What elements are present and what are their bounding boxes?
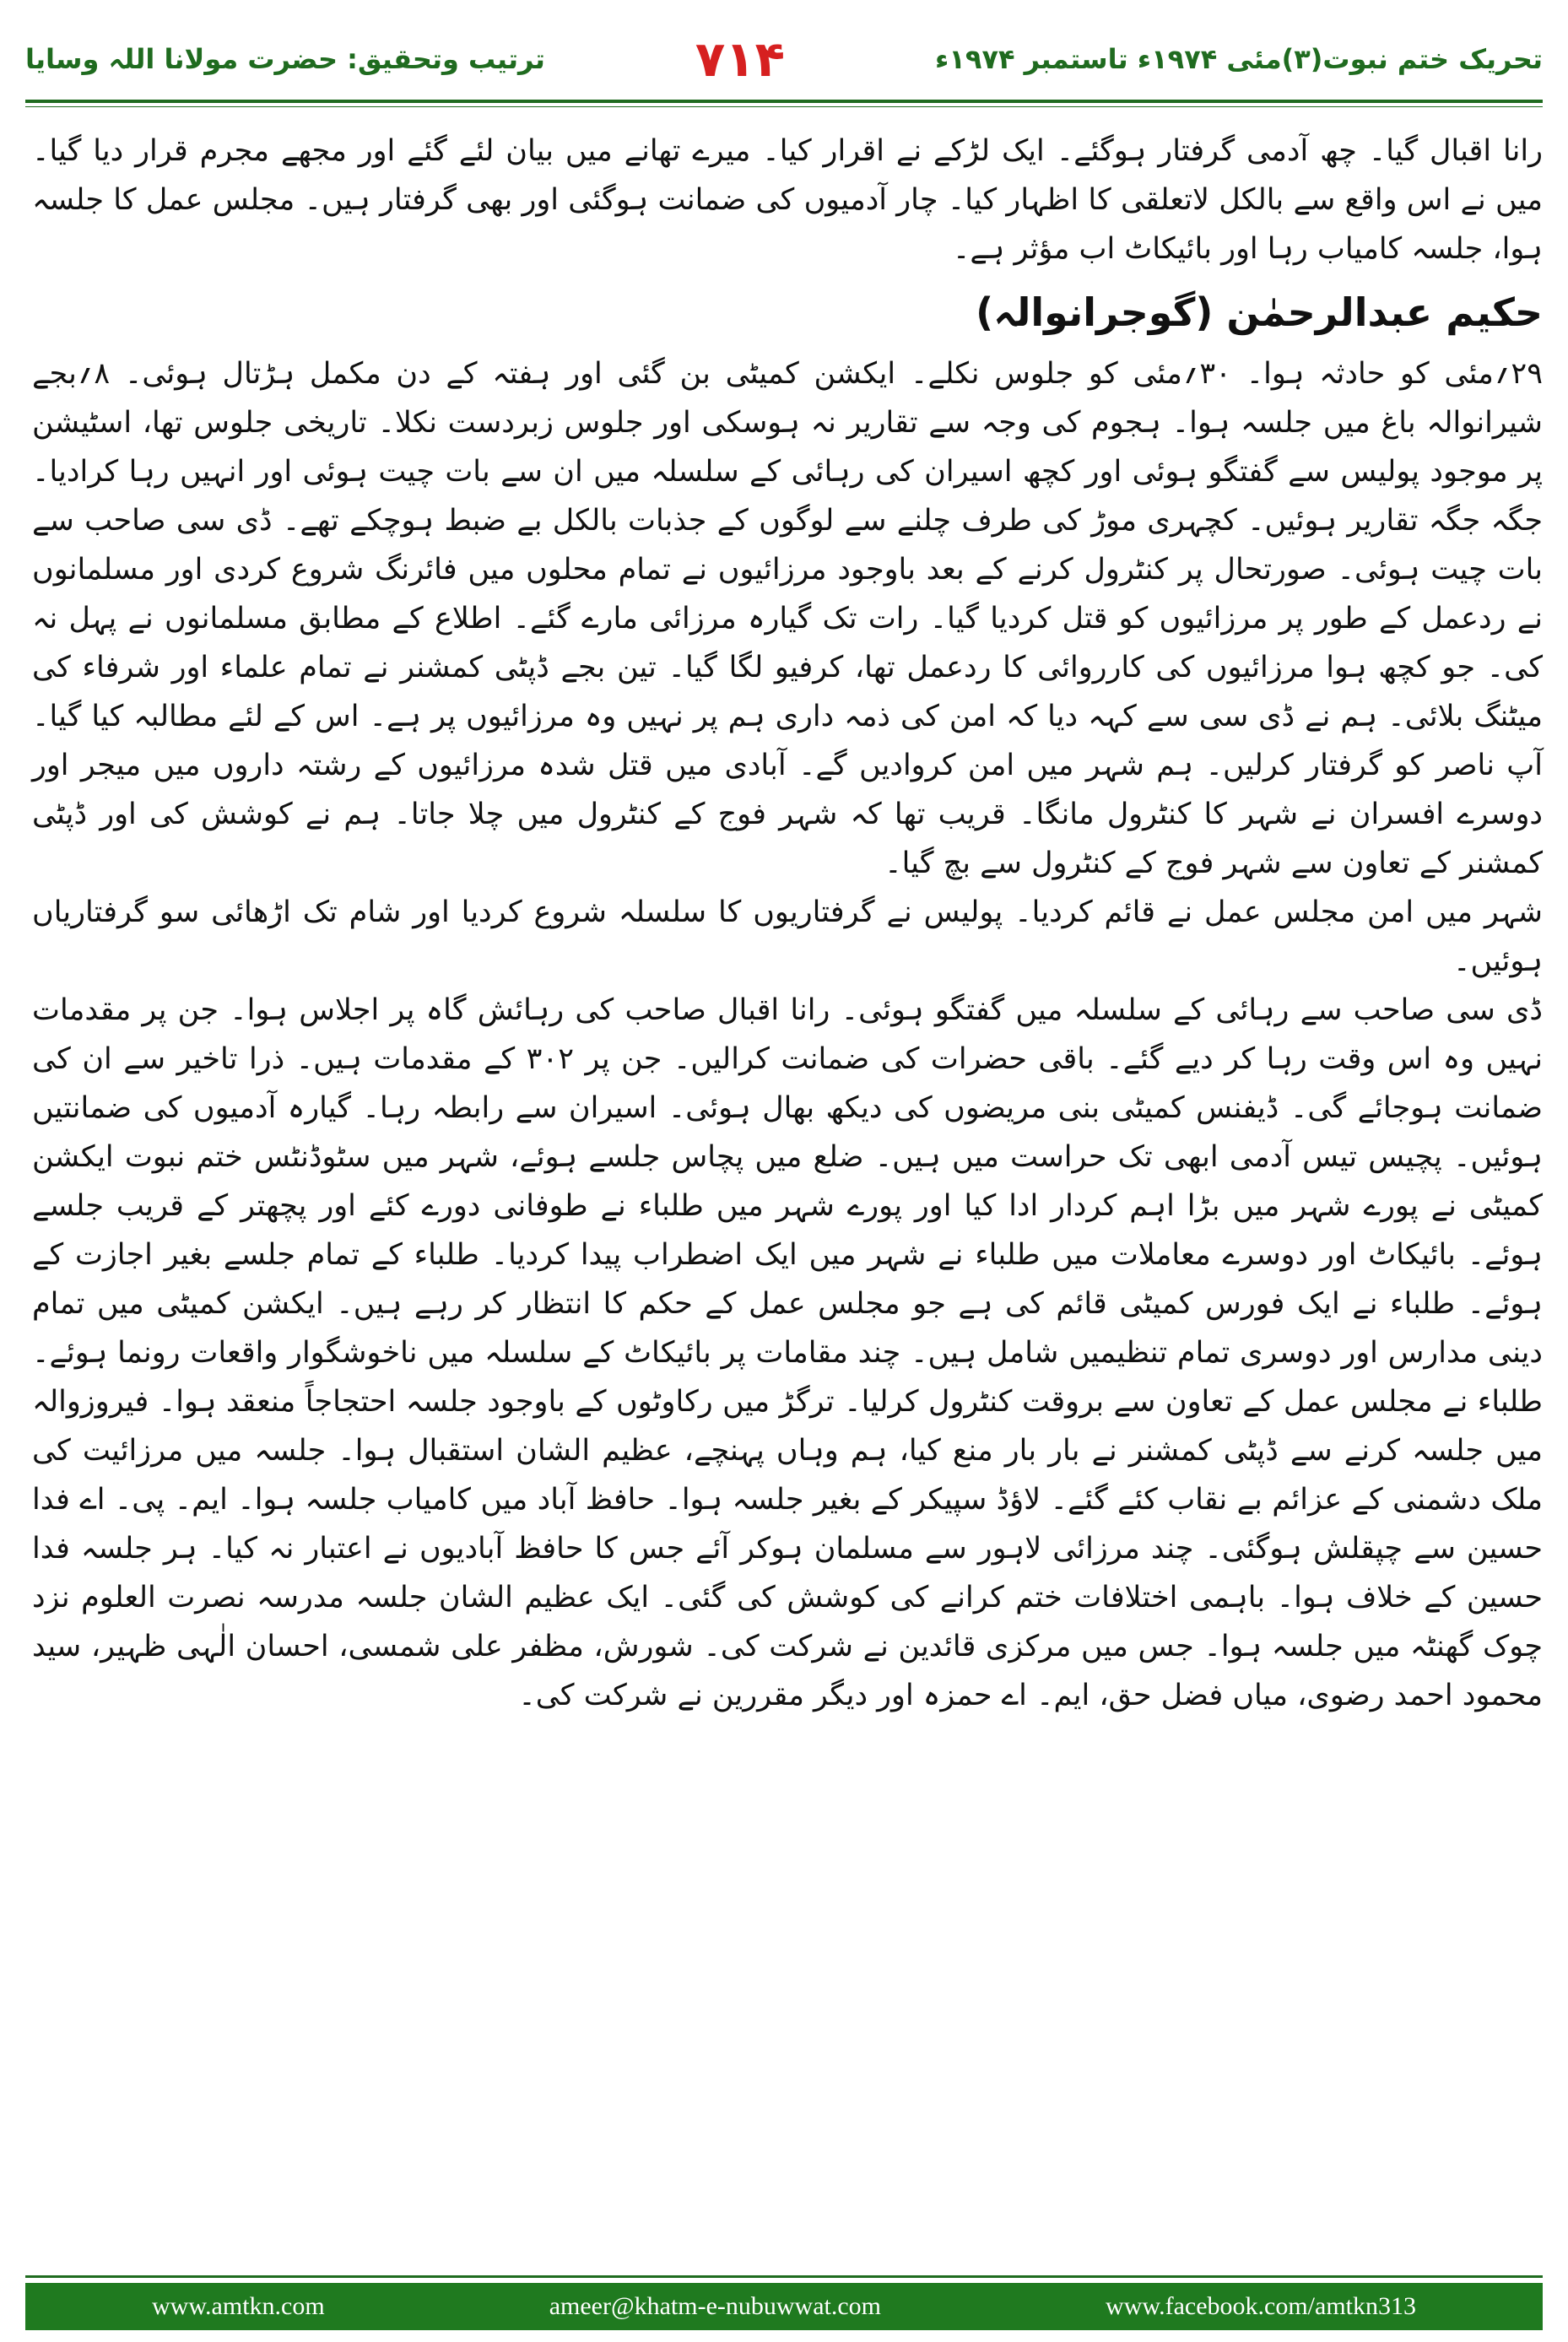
website-link[interactable]: www.amtkn.com — [152, 2292, 325, 2320]
header-divider — [25, 100, 1543, 103]
paragraph-3: ڈی سی صاحب سے رہائی کے سلسلہ میں گفتگو ہوئی۔ رانا اقبال صاحب کی رہائش گاہ پر اجلاس ہوا۔ جن پر مقدمات نہیں وہ اس وقت رہا کر دیے گئے۔ باقی حضرات کی ضمانت کرالیں۔ جن پر ۳۰۲ کے مقدمات ہیں۔ ذرا تاخیر سے ان کی ضمانت ہوجائے گی۔ ڈیفنس کمیٹی بنی مریضوں کی دیکھ بھال ہوئی۔ اسیران سے رابطہ رہا۔ گیارہ آدمیوں کی ضمانتیں ہوئیں۔ پچیس تیس آدمی ابھی تک حراست میں ہیں۔ ضلع میں پچاس جلسے ہوئے، شہر میں سٹوڈنٹس ختم نبوت ایکشن کمیٹی نے پورے شہر میں بڑا اہم کردار ادا کیا اور پورے شہر میں طلباء نے طوفانی دورے کئے اور پچھتر کے قریب جلسے ہوئے۔ بائیکاٹ اور دوسرے معاملات میں طلباء نے شہر میں ایک اضطراب پیدا کردیا۔ طلباء کے تمام جلسے بغیر اجازت کے ہوئے۔ طلباء نے ایک فورس کمیٹی قائم کی ہے جو مجلس عمل کے حکم کا انتظار کر رہے ہیں۔ ایکشن کمیٹی میں تمام دینی مدارس اور دوسری تمام تنظیمیں شامل ہیں۔ چند مقامات پر بائیکاٹ کے سلسلہ میں ناخوشگوار واقعات رونما ہوئے۔ طلباء نے مجلس عمل کے تعاون سے بروقت کنٹرول کرلیا۔ ترگڑ میں رکاوٹوں کے باوجود جلسہ احتجاجاً منعقد ہوا۔ فیروزوالہ میں جلسہ کرنے سے ڈپٹی کمشنر نے بار بار منع کیا، ہم وہاں پہنچے، عظیم الشان استقبال ہوا۔ جلسہ میں مرزائیت کی ملک دشمنی کے عزائم بے نقاب کئے گئے۔ لاؤڈ سپیکر کے بغیر جلسہ ہوا۔ حافظ آباد میں کامیاب جلسہ ہوا۔ ایم۔ پی۔ اے فدا حسین سے چپقلش ہوگئی۔ چند مرزائی لاہور سے مسلمان ہوکر آئے جس کا حافظ آبادیوں نے اعتبار نہ کیا۔ ہر جلسہ فدا حسین کے خلاف ہوا۔ باہمی اختلافات ختم کرانے کی کوشش کی گئی۔ ایک عظیم الشان جلسہ مدرسہ نصرت العلوم نزد چوک گھنٹہ میں جلسہ ہوا۔ جس میں مرکزی قائدین نے شرکت کی۔ شورش، مظفر علی شمسی، احسان الٰہی ظہیر، سید محمود احمد رضوی، میاں فضل حق، ایم۔ اے حمزہ اور دیگر مقررین نے شرکت کی۔ — [32, 993, 1543, 1712]
footer-divider — [25, 2275, 1543, 2278]
page-header — [25, 17, 1543, 101]
email-link[interactable]: ameer@khatm-e-nubuwwat.com — [549, 2292, 882, 2320]
facebook-link[interactable]: www.facebook.com/amtkn313 — [1106, 2292, 1416, 2320]
header-divider-thin — [25, 106, 1543, 107]
footer-bar — [25, 2283, 1543, 2330]
page-body — [32, 127, 1543, 2232]
page-number: ۷۱۴ — [695, 30, 786, 88]
paragraph-2: شہر میں امن مجلس عمل نے قائم کردیا۔ پولیس نے گرفتاریوں کا سلسلہ شروع کردیا اور شام تک اڑھائی سو گرفتاریاں ہوئیں۔ — [32, 895, 1543, 978]
intro-paragraph: رانا اقبال گیا۔ چھ آدمی گرفتار ہوگئے۔ ایک لڑکے نے اقرار کیا۔ میرے تھانے میں بیان لئے گئے اور مجھے مجرم قرار دیا گیا۔ میں نے اس واقع سے بالکل لاتعلقی کا اظہار کیا۔ چار آدمیوں کی ضمانت ہوگئی اور بھی گرفتار ہیں۔ مجلس عمل کا جلسہ ہوا، جلسہ کامیاب رہا اور بائیکاٹ اب مؤثر ہے۔ — [32, 134, 1543, 266]
book-title: تحریک ختم نبوت(۳)مئی ۱۹۷۴ء تاستمبر ۱۹۷۴ء — [935, 43, 1543, 75]
compiler-credit: ترتیب وتحقیق: حضرت مولانا اللہ وسایا — [25, 43, 545, 75]
section-heading: حکیم عبدالرحمٰن (گوجرانوالہ) — [976, 289, 1543, 335]
paragraph-1: ۲۹؍مئی کو حادثہ ہوا۔ ۳۰؍مئی کو جلوس نکلے۔ ایکشن کمیٹی بن گئی اور ہفتہ کے دن مکمل ہڑتال ہوئی۔ ۸؍بجے شیرانوالہ باغ میں جلسہ ہوا۔ ہجوم کی وجہ سے تقاریر نہ ہوسکی اور جلوس زبردست نکلا۔ تاریخی جلوس تھا، اسٹیشن پر موجود پولیس سے گفتگو ہوئی اور کچھ اسیران کی رہائی کے سلسلہ میں ان سے بات چیت ہوئی اور انہیں رہا کرادیا۔ جگہ جگہ تقاریر ہوئیں۔ کچہری موڑ کی طرف چلنے سے لوگوں کے جذبات بالکل بے ضبط ہوچکے تھے۔ ڈی سی صاحب سے بات چیت ہوئی۔ صورتحال پر کنٹرول کرنے کے بعد باوجود مرزائیوں نے تمام محلوں میں فائرنگ شروع کردی اور مسلمانوں نے ردعمل کے طور پر مرزائیوں کو قتل کردیا گیا۔ رات تک گیارہ مرزائی مارے گئے۔ اطلاع کے مطابق مسلمانوں نے پہل نہ کی۔ جو کچھ ہوا مرزائیوں کی کارروائی کا ردعمل تھا، کرفیو لگا گیا۔ تین بجے ڈپٹی کمشنر نے تمام علماء اور شرفاء کی میٹنگ بلائی۔ ہم نے ڈی سی سے کہہ دیا کہ امن کی ذمہ داری ہم پر نہیں وہ مرزائیوں پر ہے۔ اس کے لئے مطالبہ کیا گیا۔ آپ ناصر کو گرفتار کرلیں۔ ہم شہر میں امن کروادیں گے۔ آبادی میں قتل شدہ مرزائیوں کے رشتہ داروں میں میجر اور دوسرے افسران نے شہر کا کنٹرول مانگا۔ قریب تھا کہ شہر فوج کے کنٹرول میں چلا جاتا۔ ہم نے کوشش کی اور ڈپٹی کمشنر کے تعاون سے شہر فوج کے کنٹرول سے بچ گیا۔ — [32, 357, 1543, 880]
